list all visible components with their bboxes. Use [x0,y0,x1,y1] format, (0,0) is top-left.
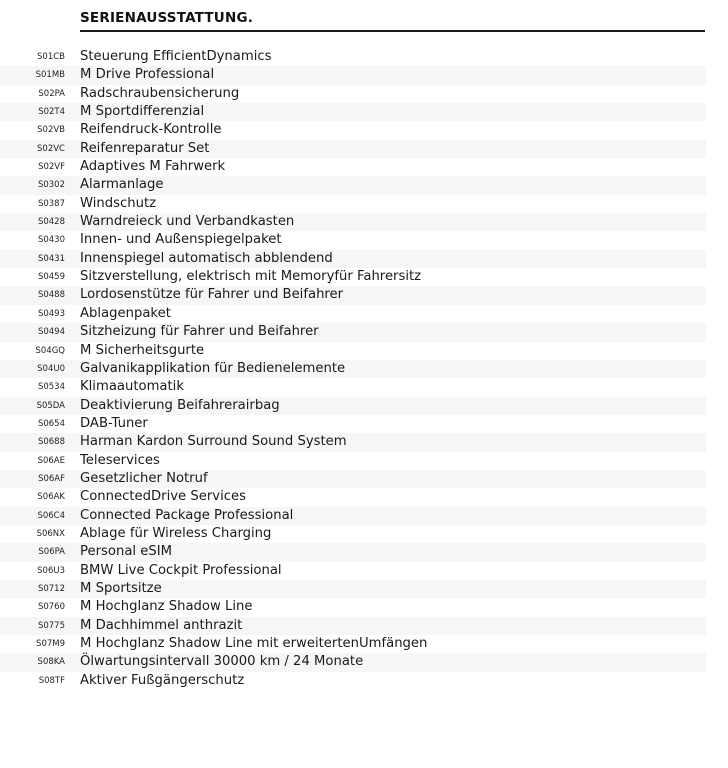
option-code: S06AE [37,455,65,466]
option-label: Deaktivierung Beifahrerairbag [80,397,280,413]
option-code: S06U3 [37,565,65,576]
option-code: S08TF [38,675,65,686]
option-label: Radschraubensicherung [80,85,240,101]
option-label: Reifenreparatur Set [80,140,210,156]
list-item [0,195,706,213]
option-code: S05DA [36,400,65,411]
list-item [0,158,706,176]
option-label: Galvanikapplikation für Bedienelemente [80,360,346,376]
option-label: Steuerung EfficientDynamics [80,49,272,64]
list-item [0,286,706,304]
option-label: M Drive Professional [80,67,215,83]
option-label: M Hochglanz Shadow Line [80,599,253,615]
option-code: S06PA [38,547,65,558]
list-item [0,452,706,470]
option-code: S0760 [37,602,65,613]
list-item [0,562,706,580]
option-code: S02VC [37,143,65,154]
list-item [0,543,706,561]
option-code: S02PA [38,88,65,99]
list-item [0,176,706,194]
option-code: S0488 [37,290,65,301]
option-code: S0712 [37,583,65,594]
option-code: S04GQ [35,345,65,356]
list-item [0,653,706,671]
option-label: M Sportsitze [80,580,162,596]
option-label: Warndreieck und Verbandkasten [80,214,295,230]
option-label: Innenspiegel automatisch abblendend [80,250,333,266]
option-code: S06NX [36,528,65,539]
option-label: M Hochglanz Shadow Line mit erweitertenUmfängen [80,636,428,651]
option-code: S04U0 [37,363,65,374]
list-item [0,507,706,525]
option-label: ConnectedDrive Services [80,489,246,505]
list-item [0,415,706,433]
option-code: S07M9 [36,639,65,649]
option-label: Alarmanlage [80,177,164,193]
list-item [0,305,706,323]
list-item [0,580,706,598]
option-code: S0431 [37,253,65,264]
list-item [0,323,706,341]
option-code: S08KA [37,657,65,668]
option-code: S06C4 [37,510,65,521]
option-code: S02VF [38,162,65,173]
list-item [0,598,706,616]
option-code: S01MB [35,70,65,81]
list-item [0,48,706,66]
option-label: Personal eSIM [80,544,173,560]
option-code: S0775 [37,620,65,631]
list-item [0,231,706,249]
option-code: S06AK [37,492,65,503]
list-item [0,342,706,360]
option-label: Connected Package Professional [80,507,294,523]
list-item [0,268,706,286]
option-label: Reifendruck-Kontrolle [80,122,222,138]
list-item [0,250,706,268]
option-code: S0428 [37,217,65,228]
list-item [0,121,706,139]
option-code: S0302 [37,180,65,191]
title-divider [80,30,705,32]
option-label: Gesetzlicher Notruf [80,470,208,486]
option-label: BMW Live Cockpit Professional [80,562,282,578]
list-item [0,213,706,231]
list-item [0,85,706,103]
option-code: S0493 [37,308,65,319]
list-item [0,360,706,378]
option-label: Harman Kardon Surround Sound System [80,434,347,450]
option-label: Klimaautomatik [80,379,184,395]
option-code: S0654 [37,418,65,429]
option-label: Lordosenstütze für Fahrer und Beifahrer [80,287,344,303]
option-label: DAB-Tuner [80,415,148,431]
list-item [0,488,706,506]
list-item [0,66,706,84]
list-item [0,103,706,121]
option-code: S02VB [37,125,65,136]
list-item [0,470,706,488]
option-label: Teleservices [80,452,160,468]
list-item [0,617,706,635]
option-label: Ablagenpaket [80,305,171,321]
list-item [0,433,706,451]
option-label: Innen- und Außenspiegelpaket [80,232,282,248]
option-label: M Sicherheitsgurte [80,342,205,358]
list-item [0,672,706,690]
equipment-list [0,48,706,690]
option-label: M Sportdifferenzial [80,104,205,120]
option-label: Sitzverstellung, elektrisch mit Memoryfür Fahrersitz [80,269,422,285]
option-label: Ölwartungsintervall 30000 km / 24 Monate [80,654,364,670]
list-item [0,378,706,396]
option-label: Ablage für Wireless Charging [80,525,272,541]
section-title: SERIENAUSSTATTUNG. [80,10,254,26]
list-item [0,525,706,543]
list-item [0,140,706,158]
option-code: S01CB [37,52,65,62]
option-code: S0387 [37,198,65,209]
list-item [0,635,706,653]
option-code: S06AF [38,473,65,484]
option-code: S0688 [37,437,65,448]
list-item [0,397,706,415]
option-label: M Dachhimmel anthrazit [80,617,243,633]
option-label: Adaptives M Fahrwerk [80,159,226,175]
option-label: Windschutz [80,195,157,211]
option-label: Aktiver Fußgängerschutz [80,672,245,688]
option-code: S0459 [37,272,65,283]
option-code: S0430 [37,235,65,246]
option-code: S0494 [37,327,65,338]
option-code: S02T4 [38,107,65,118]
option-code: S0534 [37,382,65,393]
option-label: Sitzheizung für Fahrer und Beifahrer [80,324,319,340]
